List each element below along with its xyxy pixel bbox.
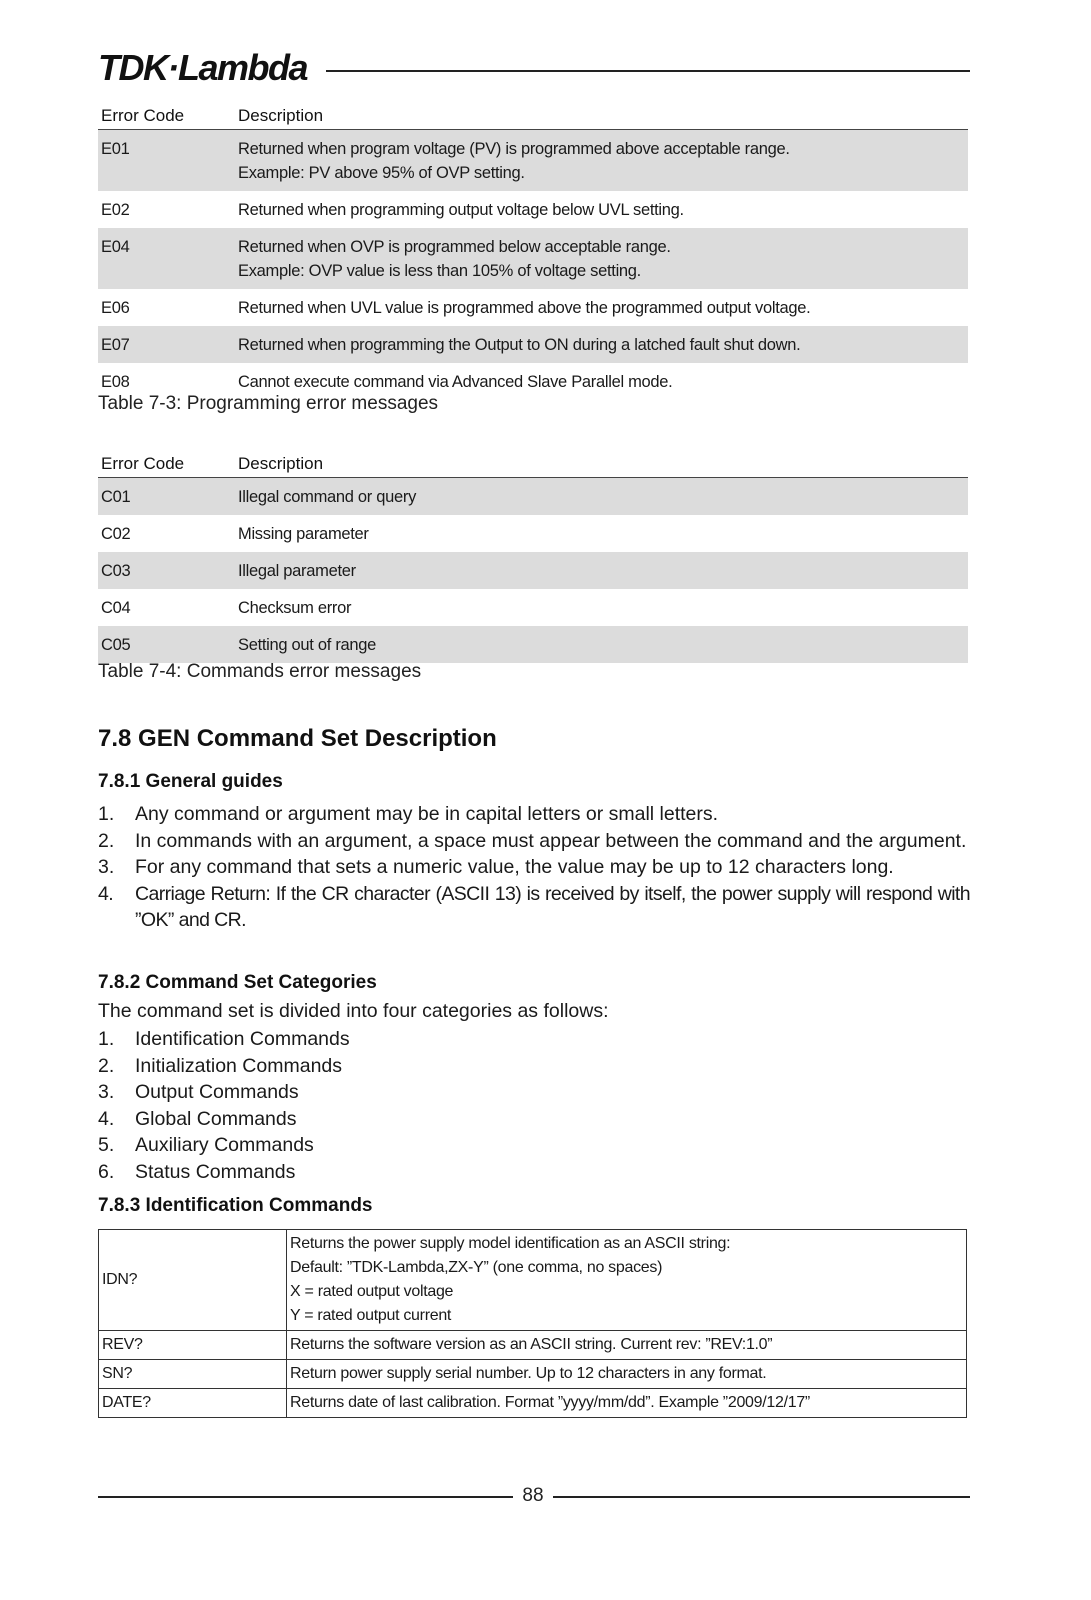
table-row	[98, 626, 968, 663]
tdk-lambda-logo: TDK·Lambda	[98, 47, 307, 88]
list-text: Carriage Return: If the CR character (ASCII 13) is received by itself, the power supply will respond with ”OK” and CR.	[135, 882, 970, 931]
error-code: E01	[98, 130, 235, 192]
table-row	[98, 552, 968, 589]
error-code: C02	[101, 525, 131, 543]
subsection-heading-7-8-3: 7.8.3 Identification Commands	[98, 1195, 373, 1216]
header-rule	[326, 70, 970, 72]
description-line: X = rated output voltage	[290, 1283, 454, 1300]
column-header-description: Description	[235, 101, 968, 130]
table-row	[98, 326, 968, 363]
table-row	[98, 191, 968, 228]
section-heading-7-8: 7.8 GEN Command Set Description	[98, 725, 497, 752]
command-description	[287, 1360, 967, 1389]
table-caption-7-3: Table 7-3: Programming error messages	[98, 393, 439, 414]
description-line: Example: PV above 95% of OVP setting.	[238, 164, 525, 182]
column-header-code: Error Code	[98, 101, 235, 130]
list-number: 2.	[98, 1054, 115, 1077]
table-row	[98, 478, 968, 516]
page-header	[98, 48, 970, 88]
list-number: 4.	[98, 1107, 115, 1130]
command-name: IDN?	[99, 1230, 287, 1331]
list-text: Status Commands	[135, 1160, 296, 1183]
description-line: Returns date of last calibration. Format ”yyyy/mm/dd”. Example ”2009/12/17”	[290, 1394, 810, 1411]
description-line: Cannot execute command via Advanced Slave Parallel mode.	[238, 373, 673, 391]
table-row	[98, 228, 968, 289]
command-description	[287, 1331, 967, 1360]
list-text: Auxiliary Commands	[135, 1134, 314, 1156]
footer-rule-right	[553, 1496, 970, 1498]
description-line: Return power supply serial number. Up to 12 characters in any format.	[290, 1365, 767, 1382]
list-item	[98, 1132, 970, 1159]
description-line: Returns the power supply model identification as an ASCII string:	[290, 1235, 731, 1252]
description-line: Returned when programming the Output to ON during a latched fault shut down.	[238, 336, 801, 354]
description-line: Example: OVP value is less than 105% of voltage setting.	[238, 262, 641, 280]
list-item	[98, 1053, 970, 1080]
footer-rule-left	[98, 1496, 513, 1498]
table-row	[98, 515, 968, 552]
error-description	[235, 228, 968, 289]
description-line: Returned when OVP is programmed below acceptable range.	[238, 238, 671, 256]
list-text: Identification Commands	[135, 1028, 350, 1050]
table-row	[99, 1389, 967, 1418]
error-description	[235, 130, 968, 192]
list-number: 2.	[98, 829, 115, 852]
error-code: E04	[98, 228, 235, 289]
error-description	[235, 289, 968, 326]
error-code: E02	[101, 201, 130, 219]
column-header-code: Error Code	[98, 449, 235, 478]
list-text: For any command that sets a numeric value, the value may be up to 12 characters long.	[135, 856, 894, 878]
subsection-heading-7-8-1: 7.8.1 General guides	[98, 771, 283, 792]
table-row	[98, 589, 968, 626]
list-text: In commands with an argument, a space must appear between the command and the argument.	[135, 829, 967, 852]
command-name: DATE?	[99, 1389, 287, 1418]
column-header-description: Description	[235, 449, 968, 478]
table-row	[99, 1331, 967, 1360]
list-number: 3.	[98, 856, 115, 878]
table-caption-7-4: Table 7-4: Commands error messages	[98, 661, 422, 682]
error-description: Checksum error	[238, 599, 352, 617]
list-item	[98, 881, 970, 934]
description-line: Returned when UVL value is programmed above the programmed output voltage.	[238, 299, 811, 317]
list-text: Initialization Commands	[135, 1054, 343, 1077]
categories-intro: The command set is divided into four categories as follows:	[98, 1000, 609, 1022]
list-number: 6.	[98, 1160, 115, 1183]
error-code: E07	[98, 326, 235, 363]
command-categories-list	[98, 1026, 970, 1185]
error-code: C04	[101, 599, 131, 617]
general-guides-list	[98, 801, 970, 934]
command-description	[287, 1230, 967, 1331]
table-header-row	[98, 101, 968, 130]
error-description: Missing parameter	[238, 525, 369, 543]
subsection-heading-7-8-2: 7.8.2 Command Set Categories	[98, 972, 377, 993]
list-text: Output Commands	[135, 1081, 299, 1103]
description-line: Returns the software version as an ASCII string. Current rev: ”REV:1.0”	[290, 1336, 773, 1353]
list-number: 1.	[98, 803, 115, 825]
error-code: C05	[98, 626, 235, 663]
list-text: Any command or argument may be in capital letters or small letters.	[135, 803, 719, 825]
list-number: 4.	[98, 882, 114, 905]
list-item	[98, 801, 970, 828]
table-row	[98, 289, 968, 326]
identification-commands-table	[98, 1229, 967, 1418]
table-header-row	[98, 449, 968, 478]
list-number: 3.	[98, 1081, 115, 1103]
error-description	[235, 191, 968, 228]
description-line: Default: ”TDK-Lambda,ZX-Y” (one comma, no spaces)	[290, 1259, 663, 1276]
command-name: SN?	[99, 1360, 287, 1389]
commands-error-table	[98, 449, 968, 663]
table-row	[99, 1360, 967, 1389]
command-description	[287, 1389, 967, 1418]
error-description: Illegal command or query	[235, 478, 968, 516]
command-name: REV?	[99, 1331, 287, 1360]
list-item	[98, 1026, 970, 1053]
error-description: Setting out of range	[235, 626, 968, 663]
list-item	[98, 1106, 970, 1133]
list-number: 5.	[98, 1134, 115, 1156]
list-item	[98, 1159, 970, 1186]
description-line: Returned when program voltage (PV) is programmed above acceptable range.	[238, 140, 790, 158]
error-description	[235, 326, 968, 363]
error-code: C01	[98, 478, 235, 516]
description-line: Returned when programming output voltage below UVL setting.	[238, 201, 684, 219]
description-line: Y = rated output current	[290, 1307, 452, 1324]
list-item	[98, 1079, 970, 1106]
error-description: Illegal parameter	[235, 552, 968, 589]
error-code: E08	[101, 373, 130, 391]
list-number: 1.	[98, 1028, 115, 1050]
error-code: C03	[98, 552, 235, 589]
list-text: Global Commands	[135, 1107, 297, 1130]
programming-error-table	[98, 101, 968, 400]
table-row	[99, 1230, 967, 1331]
page-number: 88	[522, 1485, 544, 1506]
table-row	[98, 130, 968, 192]
list-item	[98, 828, 970, 855]
error-code: E06	[101, 299, 130, 317]
list-item	[98, 854, 970, 881]
